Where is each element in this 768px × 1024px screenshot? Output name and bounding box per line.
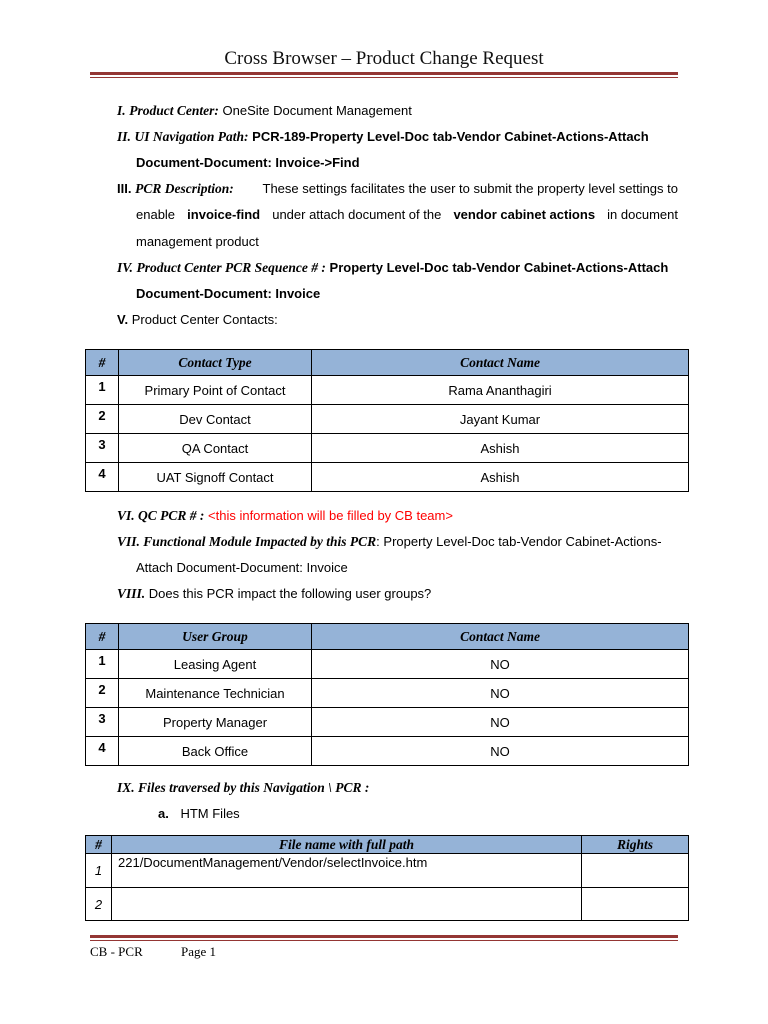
row-num: 1 xyxy=(86,854,112,888)
section-user-groups xyxy=(117,586,431,602)
contact-type: QA Contact xyxy=(119,434,312,463)
contact-type: Dev Contact xyxy=(119,405,312,434)
col-rights: Rights xyxy=(582,836,689,854)
section-3-vendor-cabinet: vendor cabinet actions xyxy=(453,207,596,222)
table-header-row xyxy=(86,624,689,650)
section-3-line-2 xyxy=(136,207,678,223)
section-9-label: IX. Files traversed by this Navigation \ PCR : xyxy=(117,780,370,795)
section-2-text-2: Document-Document: Invoice->Find xyxy=(136,155,360,170)
col-contact-type: Contact Type xyxy=(119,350,312,376)
section-2-text-1: PCR-189-Property Level-Doc tab-Vendor Cabinet-Actions-Attach xyxy=(252,129,649,144)
section-3-in-document: in document xyxy=(607,207,678,222)
document-title: Cross Browser – Product Change Request xyxy=(224,48,544,69)
section-2-label: UI Navigation Path: xyxy=(134,129,249,144)
col-file-name: File name with full path xyxy=(112,836,582,854)
section-5-text: Product Center Contacts: xyxy=(131,312,278,327)
file-path xyxy=(112,888,582,921)
section-8-label: VIII. xyxy=(117,586,146,601)
contact-name: Ashish xyxy=(312,434,689,463)
col-num: # xyxy=(86,624,119,650)
user-group: Maintenance Technician xyxy=(119,679,312,708)
table-header-row xyxy=(86,836,689,854)
col-contact-name: Contact Name xyxy=(312,350,689,376)
user-group: Leasing Agent xyxy=(119,650,312,679)
section-3-label: PCR Description: xyxy=(135,181,234,196)
sub-item-letter: a. xyxy=(158,806,169,821)
section-4-label: Product Center PCR Sequence # : xyxy=(136,260,326,275)
section-pcr-sequence xyxy=(117,260,668,276)
col-contact-name: Contact Name xyxy=(312,624,689,650)
contact-type: Primary Point of Contact xyxy=(119,376,312,405)
col-num: # xyxy=(86,350,119,376)
impact-value: NO xyxy=(312,650,689,679)
user-group: Property Manager xyxy=(119,708,312,737)
table-row xyxy=(86,737,689,766)
row-num: 2 xyxy=(86,405,119,434)
section-1-text: OneSite Document Management xyxy=(222,103,412,118)
contact-name: Ashish xyxy=(312,463,689,492)
col-user-group: User Group xyxy=(119,624,312,650)
table-row xyxy=(86,376,689,405)
row-num: 1 xyxy=(86,376,119,405)
header-rule xyxy=(90,72,678,78)
section-5-numeral: V. xyxy=(117,312,129,327)
section-3-text-1: These settings facilitates the user to submit the property level settings to xyxy=(262,181,678,196)
sub-item-text: HTM Files xyxy=(180,806,240,821)
files-table xyxy=(85,835,689,921)
row-num: 2 xyxy=(86,888,112,921)
contact-name: Jayant Kumar xyxy=(312,405,689,434)
file-path: 221/DocumentManagement/Vendor/selectInvoice.htm xyxy=(112,854,582,888)
section-3-invoice-find: invoice-find xyxy=(187,207,261,222)
file-rights xyxy=(582,888,689,921)
impact-value: NO xyxy=(312,679,689,708)
row-num: 3 xyxy=(86,708,119,737)
section-pcr-description xyxy=(117,181,678,197)
section-3-numeral: III. xyxy=(117,181,132,196)
section-qc-pcr xyxy=(117,508,453,524)
contacts-table xyxy=(85,349,689,492)
section-3-text-3: management product xyxy=(136,234,259,249)
row-num: 1 xyxy=(86,650,119,679)
row-num: 3 xyxy=(86,434,119,463)
section-7-text-1: : Property Level-Doc tab-Vendor Cabinet-Actions- xyxy=(376,534,662,549)
section-4-text-1: Property Level-Doc tab-Vendor Cabinet-Actions-Attach xyxy=(329,260,669,275)
contact-type: UAT Signoff Contact xyxy=(119,463,312,492)
row-num: 2 xyxy=(86,679,119,708)
section-product-center xyxy=(117,103,412,119)
col-num: # xyxy=(86,836,112,854)
section-4-numeral: IV. xyxy=(117,260,133,275)
sub-item-htm-files xyxy=(158,806,240,822)
section-6-text: <this information will be filled by CB team> xyxy=(208,508,453,523)
impact-value: NO xyxy=(312,737,689,766)
section-2-numeral: II. xyxy=(117,129,131,144)
table-row xyxy=(86,854,689,888)
section-4-text-2: Document-Document: Invoice xyxy=(136,286,321,301)
section-8-text: Does this PCR impact the following user groups? xyxy=(148,586,432,601)
section-1-numeral: I. xyxy=(117,103,126,118)
table-row xyxy=(86,405,689,434)
row-num: 4 xyxy=(86,737,119,766)
section-1-label: Product Center: xyxy=(129,103,219,118)
section-functional-module xyxy=(117,534,662,550)
section-6-label: VI. QC PCR # : xyxy=(117,508,205,523)
section-3-under-attach: under attach document of the xyxy=(272,207,442,222)
table-row xyxy=(86,888,689,921)
section-7-text-2: Attach Document-Document: Invoice xyxy=(136,560,348,575)
user-groups-table xyxy=(85,623,689,766)
table-row xyxy=(86,679,689,708)
file-rights xyxy=(582,854,689,888)
table-row xyxy=(86,463,689,492)
section-7-label: VII. Functional Module Impacted by this PCR xyxy=(117,534,377,549)
contact-name: Rama Ananthagiri xyxy=(312,376,689,405)
section-contacts xyxy=(117,312,278,328)
footer-label: CB - PCR xyxy=(90,944,143,959)
table-header-row xyxy=(86,350,689,376)
user-group: Back Office xyxy=(119,737,312,766)
row-num: 4 xyxy=(86,463,119,492)
impact-value: NO xyxy=(312,708,689,737)
table-row xyxy=(86,434,689,463)
page-number: Page 1 xyxy=(181,944,217,959)
section-ui-navigation-path xyxy=(117,129,649,145)
table-row xyxy=(86,708,689,737)
footer-rule xyxy=(90,935,678,941)
section-3-word-enable: enable xyxy=(136,207,176,222)
section-files-traversed xyxy=(117,780,369,796)
table-row xyxy=(86,650,689,679)
